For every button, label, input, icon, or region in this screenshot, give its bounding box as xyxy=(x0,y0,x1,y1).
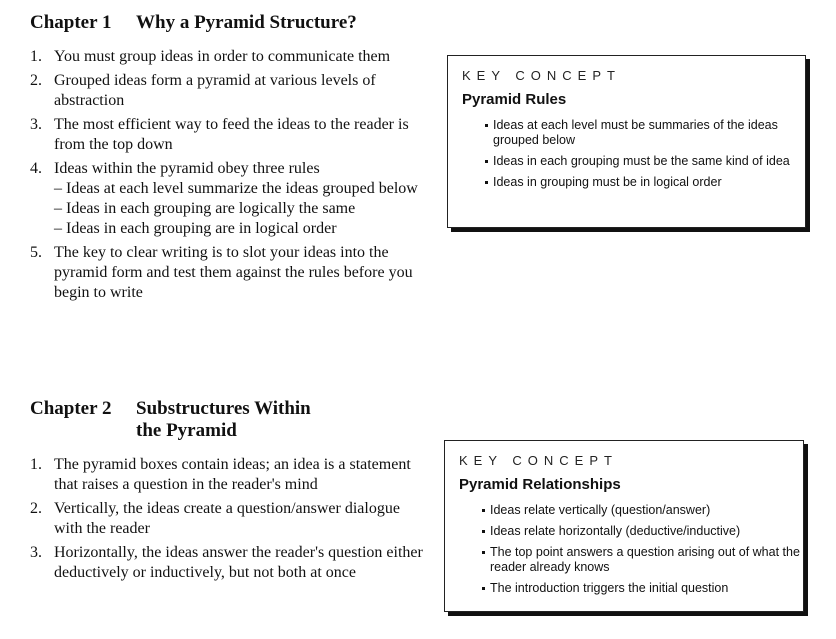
chapter-1-heading xyxy=(30,12,430,34)
key-concept-bullet: The top point answers a question arising out of what the reader already knows xyxy=(482,545,803,575)
key-concept-bullet: Ideas in each grouping must be the same kind of idea xyxy=(485,154,805,169)
list-item xyxy=(30,115,430,155)
list-item xyxy=(30,243,430,303)
key-concept-bullet: Ideas relate horizontally (deductive/inductive) xyxy=(482,524,803,539)
key-concept-bullet: Ideas in grouping must be in logical order xyxy=(485,175,805,190)
item-number: 3. xyxy=(30,544,42,561)
item-text: The pyramid boxes contain ideas; an idea is a statement that raises a question in the reader's mind xyxy=(54,456,411,493)
item-number: 3. xyxy=(30,116,42,133)
item-text: Horizontally, the ideas answer the reader's question either deductively or inductively, but not both at once xyxy=(54,544,423,581)
chapter-2 xyxy=(30,398,430,587)
sub-list-item xyxy=(54,179,430,199)
dash-marker: – xyxy=(54,220,62,237)
chapter-number: Chapter 1 xyxy=(30,12,112,33)
sub-list-item xyxy=(54,219,430,239)
item-number: 2. xyxy=(30,500,42,517)
list-item xyxy=(30,71,430,111)
item-text: Grouped ideas form a pyramid at various levels of abstraction xyxy=(54,72,376,109)
chapter-2-points xyxy=(30,455,430,583)
key-concept-box-2 xyxy=(444,440,804,612)
chapter-title: Why a Pyramid Structure? xyxy=(136,12,357,33)
item-number: 1. xyxy=(30,456,42,473)
key-concept-bullets xyxy=(459,503,803,596)
sub-item-text: Ideas in each grouping are in logical order xyxy=(66,220,337,237)
key-concept-box-1 xyxy=(447,55,806,228)
dash-marker: – xyxy=(54,200,62,217)
key-concept-bullet: Ideas at each level must be summaries of the ideas grouped below xyxy=(485,118,805,148)
item-number: 2. xyxy=(30,72,42,89)
item-number: 5. xyxy=(30,244,42,261)
item-text: Vertically, the ideas create a question/answer dialogue with the reader xyxy=(54,500,400,537)
chapter-title: Substructures Within the Pyramid xyxy=(136,398,311,441)
item-text: Ideas within the pyramid obey three rules xyxy=(54,160,320,177)
sub-list xyxy=(54,179,430,239)
key-concept-bullet: The introduction triggers the initial question xyxy=(482,581,803,596)
key-concept-label: KEY CONCEPT xyxy=(462,68,621,83)
sub-list-item xyxy=(54,199,430,219)
sub-item-text: Ideas at each level summarize the ideas grouped below xyxy=(66,180,418,197)
chapter-2-heading xyxy=(30,398,430,442)
key-concept-bullets xyxy=(462,118,805,190)
item-number: 4. xyxy=(30,160,42,177)
key-concept-bullet: Ideas relate vertically (question/answer) xyxy=(482,503,803,518)
list-item xyxy=(30,499,430,539)
dash-marker: – xyxy=(54,180,62,197)
list-item xyxy=(30,455,430,495)
list-item xyxy=(30,47,430,67)
item-text: You must group ideas in order to communicate them xyxy=(54,48,391,65)
key-concept-title: Pyramid Rules xyxy=(462,91,567,108)
item-number: 1. xyxy=(30,48,42,65)
sub-item-text: Ideas in each grouping are logically the same xyxy=(66,200,356,217)
item-text: The key to clear writing is to slot your ideas into the pyramid form and test them against the rules before you begin to write xyxy=(54,244,413,301)
list-item xyxy=(30,543,430,583)
chapter-1-points xyxy=(30,47,430,303)
key-concept-label: KEY CONCEPT xyxy=(459,453,618,468)
chapter-number: Chapter 2 xyxy=(30,398,112,419)
chapter-1 xyxy=(30,12,430,307)
list-item xyxy=(30,159,430,239)
item-text: The most efficient way to feed the ideas to the reader is from the top down xyxy=(54,116,409,153)
key-concept-title: Pyramid Relationships xyxy=(459,476,621,493)
